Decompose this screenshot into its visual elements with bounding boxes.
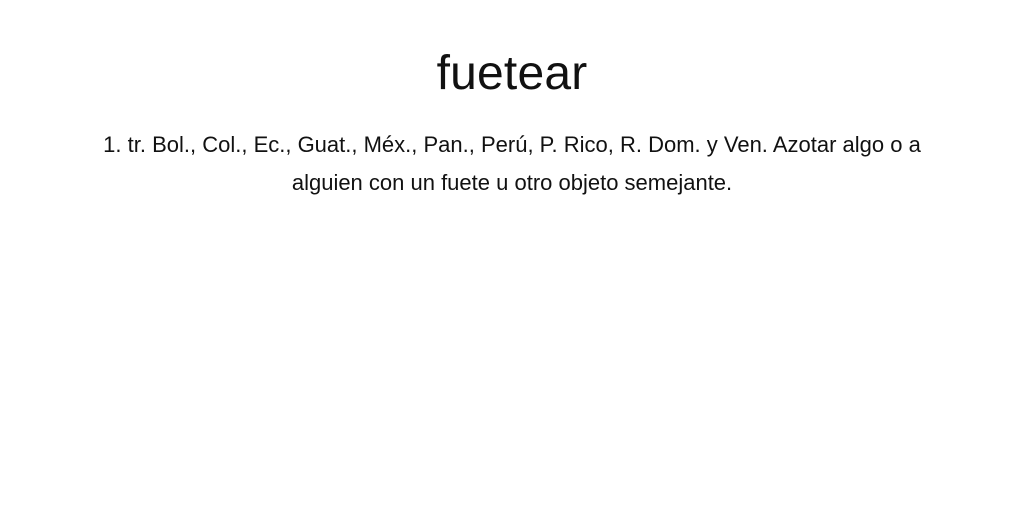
entry-headword: fuetear (436, 47, 588, 100)
entry-definition: 1. tr. Bol., Col., Ec., Guat., Méx., Pan., Perú, P. Rico, R. Dom. y Ven. Azotar algo o a alguien con un fuete u otro objeto semejante. (103, 132, 921, 195)
